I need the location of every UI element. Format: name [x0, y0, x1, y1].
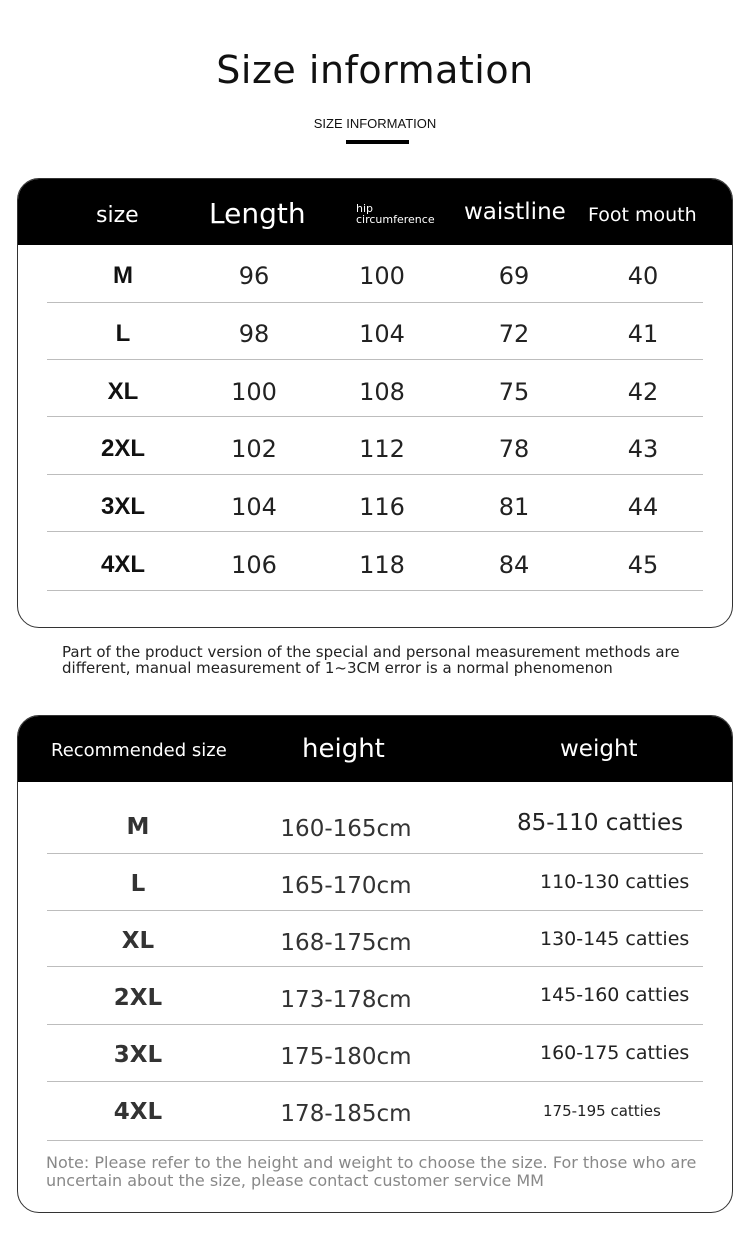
rec-size-cell: 3XL	[113, 1042, 163, 1068]
foot-cell: 45	[627, 551, 659, 579]
height-cell: 165-170cm	[280, 873, 412, 899]
waist-cell: 72	[498, 320, 530, 348]
title-underline	[346, 140, 409, 144]
hip-cell: 108	[359, 378, 405, 406]
row-divider	[47, 359, 703, 360]
weight-cell: 160-175 catties	[540, 1042, 690, 1064]
row-divider	[47, 1140, 703, 1141]
measurement-note: Part of the product version of the special and personal measurement methods are different, manual measurement of 1~3CM error is a normal phenomenon	[62, 643, 680, 677]
waist-cell: 84	[498, 551, 530, 579]
row-divider	[47, 302, 703, 303]
size-cell: 3XL	[100, 493, 145, 520]
height-cell: 160-165cm	[280, 816, 412, 842]
row-divider	[47, 1081, 703, 1082]
hip-cell: 112	[359, 435, 405, 463]
page-subtitle: SIZE INFORMATION	[313, 116, 437, 131]
row-divider	[47, 1024, 703, 1025]
foot-cell: 43	[627, 435, 659, 463]
weight-cell: 85-110 catties	[517, 810, 684, 836]
size-table-card	[17, 178, 733, 628]
length-cell: 100	[231, 378, 277, 406]
foot-cell: 40	[627, 262, 659, 290]
rec-size-cell: XL	[121, 928, 155, 954]
rec-size-cell: L	[130, 871, 146, 897]
row-divider	[47, 474, 703, 475]
header-length: Length	[209, 197, 306, 230]
foot-cell: 44	[627, 493, 659, 521]
length-cell: 106	[231, 551, 277, 579]
hip-cell: 104	[359, 320, 405, 348]
rec-size-cell: 2XL	[113, 985, 163, 1011]
height-cell: 168-175cm	[280, 930, 412, 956]
length-cell: 96	[238, 262, 270, 290]
header-weight: weight	[560, 736, 638, 762]
header-recommended-size: Recommended size	[51, 740, 227, 761]
page-title: Size information	[216, 48, 534, 92]
length-cell: 104	[231, 493, 277, 521]
header-hip-line2: circumference	[356, 213, 435, 226]
foot-cell: 42	[627, 378, 659, 406]
size-cell: XL	[107, 378, 139, 405]
size-cell: 4XL	[100, 551, 145, 578]
length-cell: 102	[231, 435, 277, 463]
height-cell: 175-180cm	[280, 1044, 412, 1070]
size-advice-note: Note: Please refer to the height and weight to choose the size. For those who are uncertain about the size, please contact customer service MM	[46, 1153, 697, 1190]
waist-cell: 78	[498, 435, 530, 463]
row-divider	[47, 590, 703, 591]
header-hip-line1: hip	[356, 202, 374, 215]
length-cell: 98	[238, 320, 270, 348]
recommended-header	[18, 716, 732, 782]
header-size: size	[96, 203, 139, 228]
weight-cell: 130-145 catties	[540, 928, 690, 950]
size-cell: 2XL	[100, 435, 145, 462]
hip-cell: 116	[359, 493, 405, 521]
row-divider	[47, 416, 703, 417]
header-waistline: waistline	[464, 199, 566, 225]
size-cell: M	[113, 262, 133, 289]
rec-size-cell: 4XL	[113, 1099, 163, 1125]
weight-cell: 110-130 catties	[540, 871, 690, 893]
waist-cell: 75	[498, 378, 530, 406]
rec-size-cell: M	[126, 814, 150, 840]
size-cell: L	[115, 320, 131, 347]
row-divider	[47, 966, 703, 967]
height-cell: 173-178cm	[280, 987, 412, 1013]
header-height: height	[302, 734, 385, 764]
height-cell: 178-185cm	[280, 1101, 412, 1127]
row-divider	[47, 910, 703, 911]
hip-cell: 100	[359, 262, 405, 290]
hip-cell: 118	[359, 551, 405, 579]
waist-cell: 69	[498, 262, 530, 290]
row-divider	[47, 531, 703, 532]
recommended-size-card	[17, 715, 733, 1213]
waist-cell: 81	[498, 493, 530, 521]
foot-cell: 41	[627, 320, 659, 348]
size-table-header	[18, 179, 732, 245]
weight-cell: 145-160 catties	[540, 984, 690, 1006]
row-divider	[47, 853, 703, 854]
weight-cell: 175-195 catties	[543, 1102, 661, 1120]
header-foot-mouth: Foot mouth	[588, 204, 697, 226]
